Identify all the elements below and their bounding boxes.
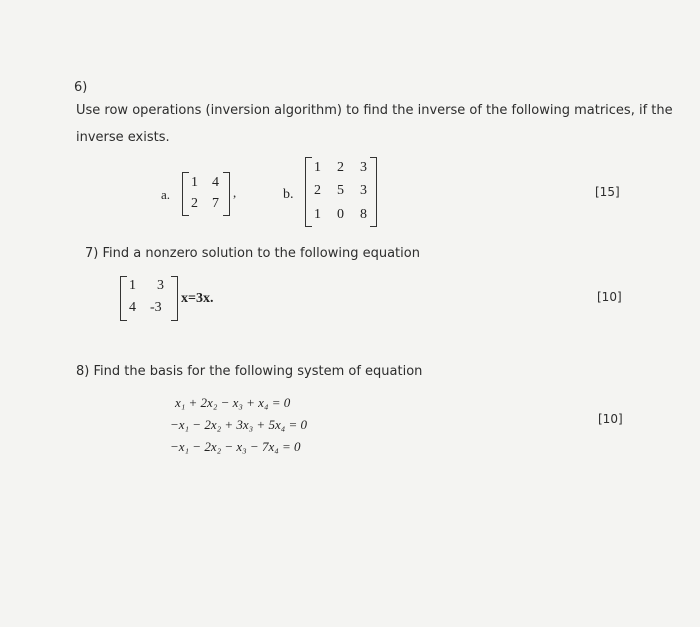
question-6-instruction-line2: inverse exists. [76,130,170,145]
matrix-cell: 1 [129,278,136,293]
matrix-cell: 1 [314,207,321,222]
part-a-comma: , [233,185,237,200]
matrix-cell: 7 [212,196,219,211]
matrix-cell: 2 [314,183,321,198]
matrix-cell: 1 [191,175,198,190]
matrix-cell: 0 [337,207,344,222]
matrix-cell: 4 [129,300,136,315]
question-7-matrix [120,276,178,321]
question-6-instruction-line1: Use row operations (inversion algorithm) to find the inverse of the following matrices, if the [76,103,673,118]
question-8-marks: [10] [598,412,623,426]
part-a-label: a. [161,187,171,202]
matrix-cell: -3 [150,300,162,315]
matrix-cell: 3 [360,183,367,198]
matrix-cell: 4 [212,175,219,190]
question-7-prompt: 7) Find a nonzero solution to the following equation [85,246,420,261]
question-6-number: 6) [74,80,88,95]
question-8-equation-1: x₁ + 2x₂ − x₃ + x₄ = 0 [175,395,291,410]
question-8-equation-3: −x₁ − 2x₂ − x₃ − 7x₄ = 0 [170,439,301,454]
matrix-cell: 8 [360,207,367,222]
question-7-equation-suffix: x=3x. [181,291,214,306]
part-b-label: b. [283,187,294,202]
question-8-equation-2: −x₁ − 2x₂ + 3x₃ + 5x₄ = 0 [170,417,308,432]
question-6-marks: [15] [595,185,620,199]
question-8-prompt: 8) Find the basis for the following system of equation [76,364,423,379]
matrix-cell: 2 [337,160,344,175]
matrix-cell: 1 [314,160,321,175]
part-a-matrix [182,172,230,216]
matrix-cell: 2 [191,196,198,211]
part-b-matrix [305,157,377,227]
matrix-cell: 5 [337,183,344,198]
matrix-cell: 3 [360,160,367,175]
question-7-marks: [10] [597,290,622,304]
matrix-cell: 3 [157,278,164,293]
